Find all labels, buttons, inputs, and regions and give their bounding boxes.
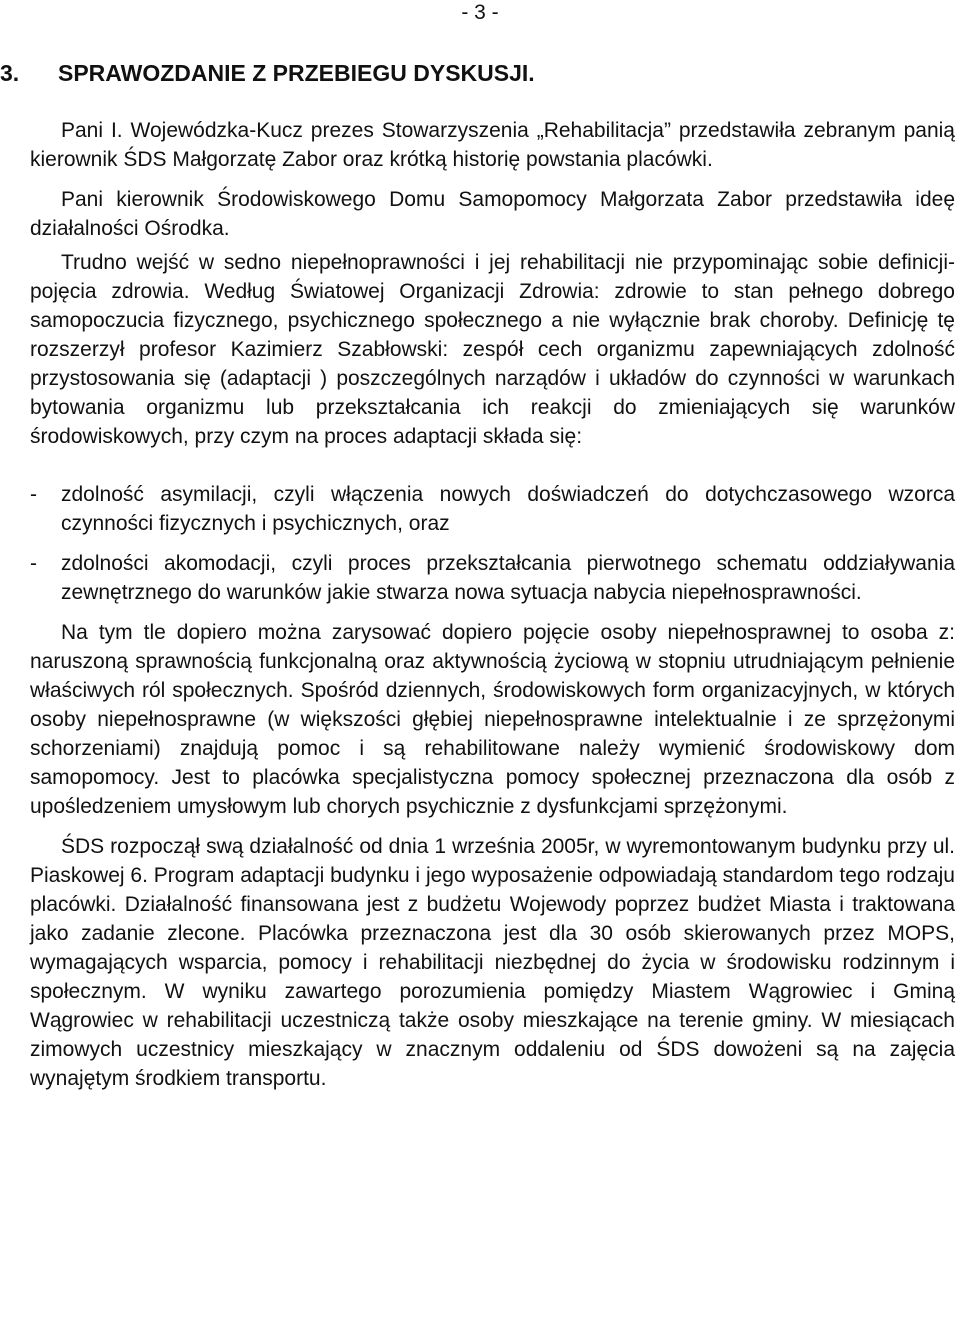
- section-title: SPRAWOZDANIE Z PRZEBIEGU DYSKUSJI.: [58, 60, 535, 86]
- list-dash: -: [30, 483, 37, 506]
- paragraph-disability-concept: Na tym tle dopiero można zarysować dopiero pojęcie osoby niepełnosprawnej to osoba z: naruszoną sprawnością funkcjonalną oraz aktywnością życiową w stopniu utrudniającym pełnienie właściwych ról społecznych. Spośród dziennych, środowiskowych form organizacyjnych, w których osoby niepełnosprawne (w większości głębiej niepełnosprawne intelektualnie i ze sprzężonymi schorzeniami) znajdują pomoc i są rehabilitowane należy wymienić środowiskowy dom samopomocy. Jest to placówka specjalistyczna pomocy społecznej przeznaczona dla osób z upośledzeniem umysłowym lub chorych psychicznie z dysfunkcjami sprzężonymi.: [30, 621, 955, 818]
- list-dash: -: [30, 552, 37, 575]
- paragraph-introduction: Pani I. Wojewódzka-Kucz prezes Stowarzyszenia „Rehabilitacja” przedstawiła zebranym panią kierownik ŚDS Małgorzatę Zabor oraz krótką historię powstania placówki.: [30, 119, 955, 171]
- paragraph-health-definition: Trudno wejść w sedno niepełnoprawności i jej rehabilitacji nie przypominając sobie definicji-pojęcia zdrowia. Według Światowej Organizacji Zdrowia: zdrowie to stan pełnego dobrego samopoczucia fizycznego, psychicznego społecznego a nie wyłącznie brak choroby. Definicję tę rozszerzył profesor Kazimierz Szabłowski: zespół cech organizmu zapewniających zdolność przystosowania się (adaptacji ) poszczególnych narządów i układów do czynności w warunkach bytowania organizmu lub przekształcania ich reakcji do zmieniających się warunków środowiskowych, przy czym na proces adaptacji składa się:: [30, 251, 955, 448]
- section-heading: [0, 58, 535, 88]
- list-item: [30, 480, 955, 538]
- list-item: [30, 549, 955, 607]
- page-number: - 3 -: [461, 1, 499, 24]
- paragraph-sds-activity: ŚDS rozpoczął swą działalność od dnia 1 września 2005r, w wyremontowanym budynku przy ul. Piaskowej 6. Program adaptacji budynku i jego wyposażenie odpowiadają standardom tego rodzaju placówki. Działalność finansowana jest z budżetu Wojewody poprzez budżet Miasta i traktowana jako zadanie zlecone. Placówka przeznaczona jest dla 30 osób skierowanych przez MOPS, wymagających wsparcia, pomocy i rehabilitacji niezbędnej do życia w środowisku rodzinnym i społecznym. W wyniku zawartego porozumienia pomiędzy Miastem Wągrowiec i Gminą Wągrowiec w rehabilitacji uczestniczą także osoby mieszkające na terenie gminy. W miesiącach zimowych uczestnicy mieszkający w znacznym oddaleniu od ŚDS dowożeni są na zajęcia wynajętym środkiem transportu.: [30, 835, 955, 1090]
- adaptation-list: [30, 480, 955, 607]
- list-item-text: zdolność asymilacji, czyli włączenia nowych doświadczeń do dotychczasowego wzorca czynności fizycznych i psychicznych, oraz: [61, 483, 955, 535]
- document-body: [30, 116, 955, 1093]
- section-number: 3.: [0, 60, 20, 86]
- list-item-text: zdolności akomodacji, czyli proces przekształcania pierwotnego schematu oddziaływania zewnętrznego do warunków jakie stwarza nowa sytuacja nabycia niepełnosprawności.: [61, 552, 955, 604]
- paragraph-presentation: Pani kierownik Środowiskowego Domu Samopomocy Małgorzata Zabor przedstawiła ideę działalności Ośrodka.: [30, 188, 955, 240]
